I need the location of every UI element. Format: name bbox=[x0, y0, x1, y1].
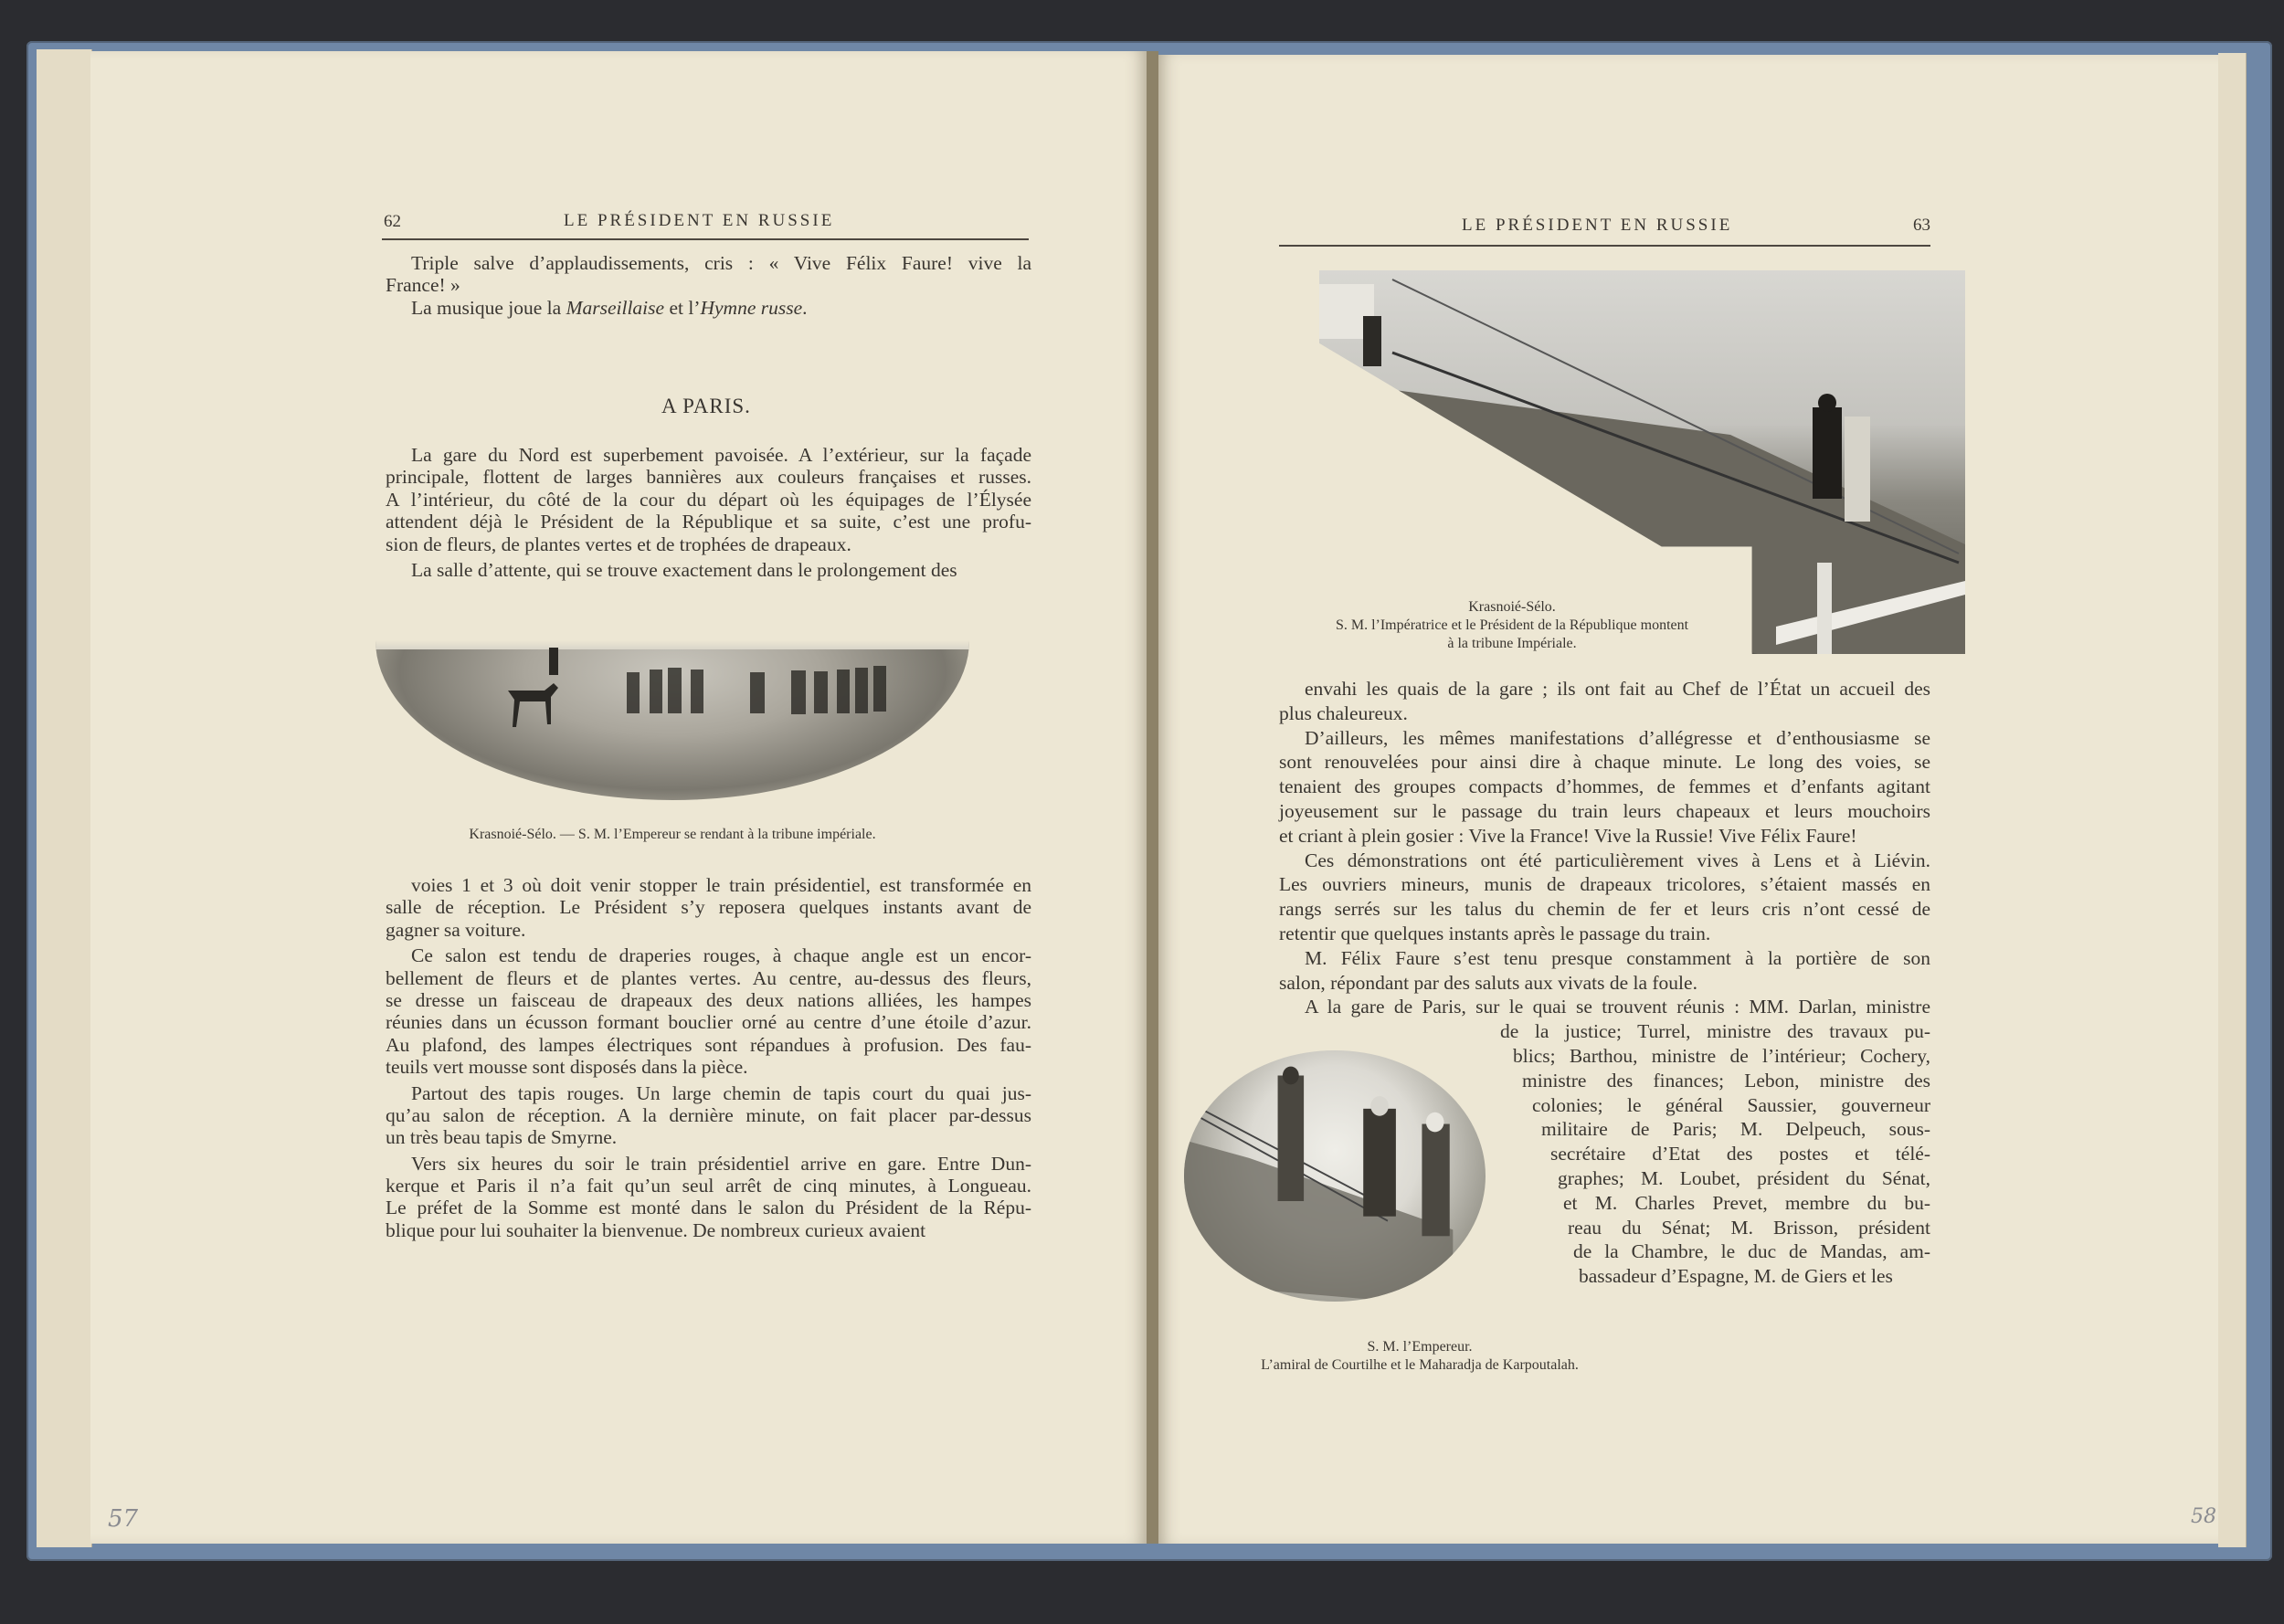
text-line: Vers six heures du soir le train présidentiel arrive en gare. Entre Dun- bbox=[411, 1152, 1031, 1175]
photo-cavalry-review bbox=[375, 640, 969, 800]
caption-line: Krasnoié-Sélo. bbox=[1468, 599, 1556, 615]
text-span: . bbox=[802, 296, 808, 319]
text-line: militaire de Paris; M. Delpeuch, sous- bbox=[1541, 1118, 1930, 1141]
text-line: Au plafond, des lampes électriques sont répandues à profusion. Des fau- bbox=[386, 1033, 1031, 1056]
page-stack-right bbox=[2218, 53, 2247, 1547]
photo-caption-oval bbox=[1191, 1338, 1648, 1375]
text-line: La salle d’attente, qui se trouve exactement dans le prolongement des bbox=[411, 558, 957, 581]
text-line: sion de fleurs, de plantes vertes et de trophées de drapeaux. bbox=[386, 533, 851, 555]
caption-line: L’amiral de Courtilhe et le Maharadja de Karpoutalah. bbox=[1261, 1357, 1579, 1373]
text-line: se dresse un faisceau de drapeaux des deux nations alliées, les hampes bbox=[386, 988, 1031, 1011]
italic-title: Hymne russe bbox=[700, 296, 803, 319]
text-line: gagner sa voiture. bbox=[386, 918, 526, 941]
text-line: de la justice; Turrel, ministre des travaux pu- bbox=[1500, 1020, 1930, 1043]
text-line: reau du Sénat; M. Brisson, président bbox=[1568, 1216, 1930, 1239]
book-gutter bbox=[1147, 51, 1158, 1544]
text-line: teuils vert mousse sont disposés dans la pièce. bbox=[386, 1056, 748, 1079]
running-title-right: LE PRÉSIDENT EN RUSSIE bbox=[1462, 216, 1733, 235]
text-line: joyeusement sur le passage du train leurs chapeaux et leurs mouchoirs bbox=[1279, 799, 1930, 822]
text-line: D’ailleurs, les mêmes manifestations d’allégresse et d’enthousiasme se bbox=[1305, 726, 1930, 749]
text-line: Triple salve d’applaudissements, cris : « Vive Félix Faure! vive la bbox=[411, 252, 1031, 274]
text-line: bassadeur d’Espagne, M. de Giers et les bbox=[1579, 1265, 1893, 1288]
header-rule-right bbox=[1279, 245, 1930, 247]
text-line: qu’au salon de réception. A la dernière minute, on fait placer par-dessus bbox=[386, 1103, 1031, 1126]
text-line: voies 1 et 3 où doit venir stopper le train présidentiel, est transformée en bbox=[411, 874, 1031, 896]
text-line: secrétaire d’Etat des postes et télé- bbox=[1550, 1143, 1930, 1165]
running-title-left: LE PRÉSIDENT EN RUSSIE bbox=[564, 211, 835, 230]
page-number-left: 62 bbox=[384, 212, 401, 231]
photo-caption-left: Krasnoié-Sélo. — S. M. l’Empereur se rendant à la tribune impériale. bbox=[469, 827, 876, 842]
text-line: colonies; le général Saussier, gouverneur bbox=[1532, 1093, 1930, 1116]
text-line: blics; Barthou, ministre de l’intérieur; Cochery, bbox=[1513, 1044, 1930, 1067]
text-line: attendent déjà le Président de la République et sa suite, c’est une profu- bbox=[386, 511, 1031, 533]
text-line: Ce salon est tendu de draperies rouges, à chaque angle est un encor- bbox=[411, 944, 1031, 967]
page-stack-left bbox=[37, 49, 92, 1547]
text-line: sont renouvelées pour ainsi dire à chaque minute. Le long des voies, se bbox=[1279, 751, 1930, 774]
caption-line: S. M. l’Empereur. bbox=[1367, 1339, 1473, 1355]
text-line: tenaient des groupes compacts d’hommes, de femmes et d’enfants agitant bbox=[1279, 775, 1930, 798]
riders-silhouettes bbox=[375, 640, 969, 800]
text-line: Les ouvriers mineurs, munis de drapeaux tricolores, s’étaient massés en bbox=[1279, 873, 1930, 896]
text-span: et l’ bbox=[664, 296, 701, 319]
caption-line: S. M. l’Impératrice et le Président de la République montent bbox=[1335, 617, 1689, 633]
text-line: ministre des finances; Lebon, ministre des bbox=[1522, 1069, 1930, 1091]
text-line: kerque et Paris il n’a fait qu’un seul arrêt de cinq minutes, à Longueau. bbox=[386, 1175, 1031, 1197]
italic-title: Marseillaise bbox=[566, 296, 665, 319]
text-line: salle de réception. Le Président s’y reposera quelques instants avant de bbox=[386, 896, 1031, 919]
music-line bbox=[386, 297, 1031, 319]
text-line: A la gare de Paris, sur le quai se trouvent réunis : MM. Darlan, ministre bbox=[1305, 996, 1930, 1018]
text-line: envahi les quais de la gare ; ils ont fait au Chef de l’État un accueil des bbox=[1305, 678, 1930, 700]
section-title: A PARIS. bbox=[661, 395, 751, 417]
text-line: un très beau tapis de Smyrne. bbox=[386, 1126, 618, 1149]
text-block-bottom bbox=[386, 874, 1031, 1241]
handwritten-folio-left: 57 bbox=[108, 1505, 139, 1533]
page-number-right: 63 bbox=[1913, 216, 1930, 235]
photo-caption-top-right bbox=[1284, 598, 1740, 653]
text-line: réunies dans un écusson formant bouclier orné au centre d’une étoile d’azur. bbox=[386, 1011, 1031, 1034]
caption-line: à la tribune Impériale. bbox=[1447, 636, 1577, 651]
text-span: La musique joue la bbox=[411, 296, 566, 319]
emperor-group-scene bbox=[1184, 1050, 1486, 1302]
text-block-top bbox=[386, 444, 1031, 581]
text-line: et M. Charles Prevet, membre du bu- bbox=[1563, 1191, 1930, 1214]
photo-emperor-oval bbox=[1184, 1050, 1486, 1302]
text-line: Ces démonstrations ont été particulièrement vives à Lens et à Liévin. bbox=[1305, 849, 1930, 871]
handwritten-folio-right: 58 bbox=[2191, 1505, 2216, 1528]
text-line: rangs serrés sur les talus du chemin de fer et leurs cris n’ont cessé de bbox=[1279, 898, 1930, 921]
text-line: graphes; M. Loubet, président du Sénat, bbox=[1558, 1166, 1930, 1189]
text-line: principale, flottent de larges bannières aux couleurs françaises et russes. bbox=[386, 466, 1031, 489]
text-line: M. Félix Faure s’est tenu presque constamment à la portière de son bbox=[1305, 946, 1930, 969]
intro-text bbox=[386, 252, 1031, 319]
text-line: Le préfet de la Somme est monté dans le salon du Président de la Répu- bbox=[386, 1197, 1031, 1219]
text-line: A l’intérieur, du côté de la cour du départ où les équipages de l’Élysée bbox=[386, 488, 1031, 511]
header-rule-left bbox=[382, 238, 1029, 240]
text-line: plus chaleureux. bbox=[1279, 701, 1408, 724]
text-line: salon, répondant par des saluts aux vivats de la foule. bbox=[1279, 971, 1697, 994]
text-line: de la Chambre, le duc de Mandas, am- bbox=[1573, 1240, 1930, 1263]
text-line: France! » bbox=[386, 274, 460, 297]
text-line: et criant à plein gosier : Vive la France! Vive la Russie! Vive Félix Faure! bbox=[1279, 824, 1857, 847]
text-line: La gare du Nord est superbement pavoisée. A l’extérieur, sur la façade bbox=[411, 444, 1031, 466]
text-line: Partout des tapis rouges. Un large chemin de tapis court du quai jus- bbox=[411, 1081, 1031, 1104]
text-line: blique pour lui souhaiter la bienvenue. De nombreux curieux avaient bbox=[386, 1218, 926, 1241]
text-line: bellement de fleurs et de plantes vertes. Au centre, au-dessus des fleurs, bbox=[386, 966, 1031, 989]
text-line: retentir que quelques instants après le passage du train. bbox=[1279, 922, 1711, 944]
